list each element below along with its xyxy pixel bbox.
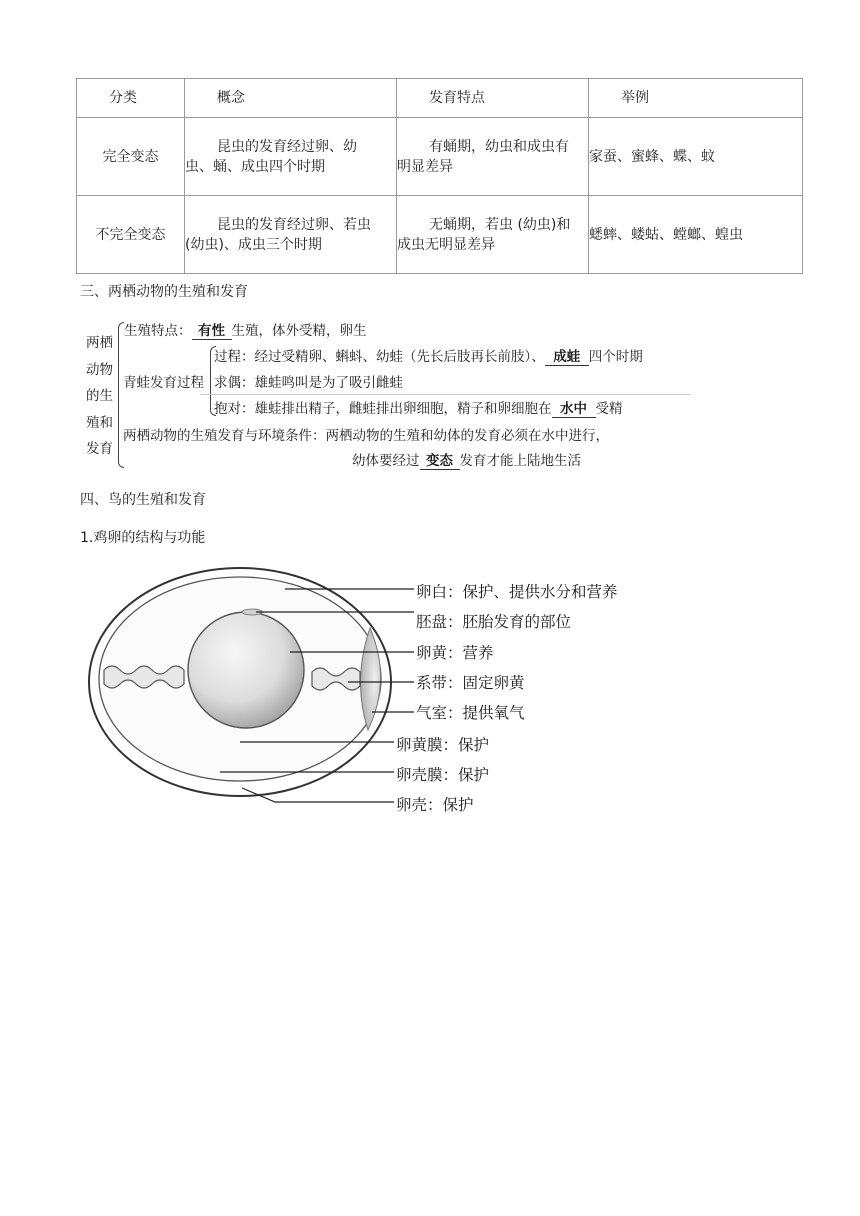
environment-line: 两栖动物的生殖发育与环境条件：两栖动物的生殖和幼体的发育必须在水中进行，: [123, 428, 609, 444]
section-heading: 三、两栖动物的生殖和发育: [80, 284, 248, 300]
divider: [200, 394, 690, 395]
label-albumen: 卵白：保护、提供水分和营养: [416, 583, 618, 601]
header-cell: 分类: [77, 79, 185, 118]
label-eggshell: 卵壳：保护: [396, 796, 474, 814]
feature-cell: 无蛹期，若虫 (幼虫)和 成虫无明显差异: [397, 196, 589, 274]
examples-cell: 家蚕、蜜蜂、蝶、蚊: [589, 118, 803, 196]
yolk: [188, 612, 304, 728]
air-cell: [360, 628, 380, 730]
header-cell: 概念: [185, 79, 397, 118]
label-yolk: 卵黄：营养: [416, 644, 494, 662]
table-row: [77, 118, 803, 196]
concept-cell: 昆虫的发育经过卵、幼 虫、蛹、成虫四个时期: [185, 118, 397, 196]
courtship-line: 求偶：雄蛙鸣叫是为了吸引雌蛙: [214, 375, 403, 391]
header-cell: 发育特点: [397, 79, 589, 118]
reproduction-line: 生殖特点： 有性 生殖，体外受精，卵生: [124, 319, 367, 340]
feature-cell: 有蛹期，幼虫和成虫有 明显差异: [397, 118, 589, 196]
header-cell: 举例: [589, 79, 803, 118]
frog-development-label: 青蛙发育过程: [123, 375, 204, 391]
label-chalaza: 系带：固定卵黄: [416, 674, 525, 692]
chalazae: [104, 666, 360, 690]
metamorphosis-table: [76, 78, 803, 274]
concept-cell: 昆虫的发育经过卵、若虫 (幼虫)、成虫三个时期: [185, 196, 397, 274]
shell-membrane: [99, 577, 381, 781]
main-brace: [118, 322, 124, 468]
process-line: 过程：经过受精卵、蝌蚪、幼蛙（先长后肢再长前肢）、 成蛙 四个时期: [214, 345, 643, 366]
section-heading: 四、鸟的生殖和发育: [80, 492, 206, 508]
amplexus-line: 抱对：雄蛙排出精子，雌蛙排出卵细胞，精子和卵细胞在 水中 受精: [214, 397, 623, 418]
eggshell-outer: [89, 568, 391, 796]
concept-map-root: 两栖 动物 的生 殖和 发育: [86, 335, 113, 457]
label-vitelline-membrane: 卵黄膜：保护: [396, 736, 490, 754]
examples-cell: 蟋蟀、蝼蛄、螳螂、蝗虫: [589, 196, 803, 274]
label-air-cell: 气室：提供氧气: [416, 704, 525, 722]
environment-line-2: 幼体要经过 变态 发育才能上陆地生活: [352, 449, 581, 470]
label-germinal-disc: 胚盘：胚胎发育的部位: [416, 613, 572, 631]
category-cell: 不完全变态: [77, 196, 185, 274]
table-row: [77, 196, 803, 274]
leader-lines: [220, 589, 414, 802]
germinal-disc: [242, 609, 262, 615]
table-header-row: [77, 79, 803, 118]
subsection-heading: 1.鸡卵的结构与功能: [80, 530, 206, 546]
category-cell: 完全变态: [77, 118, 185, 196]
label-shell-membrane: 卵壳膜：保护: [396, 766, 490, 784]
